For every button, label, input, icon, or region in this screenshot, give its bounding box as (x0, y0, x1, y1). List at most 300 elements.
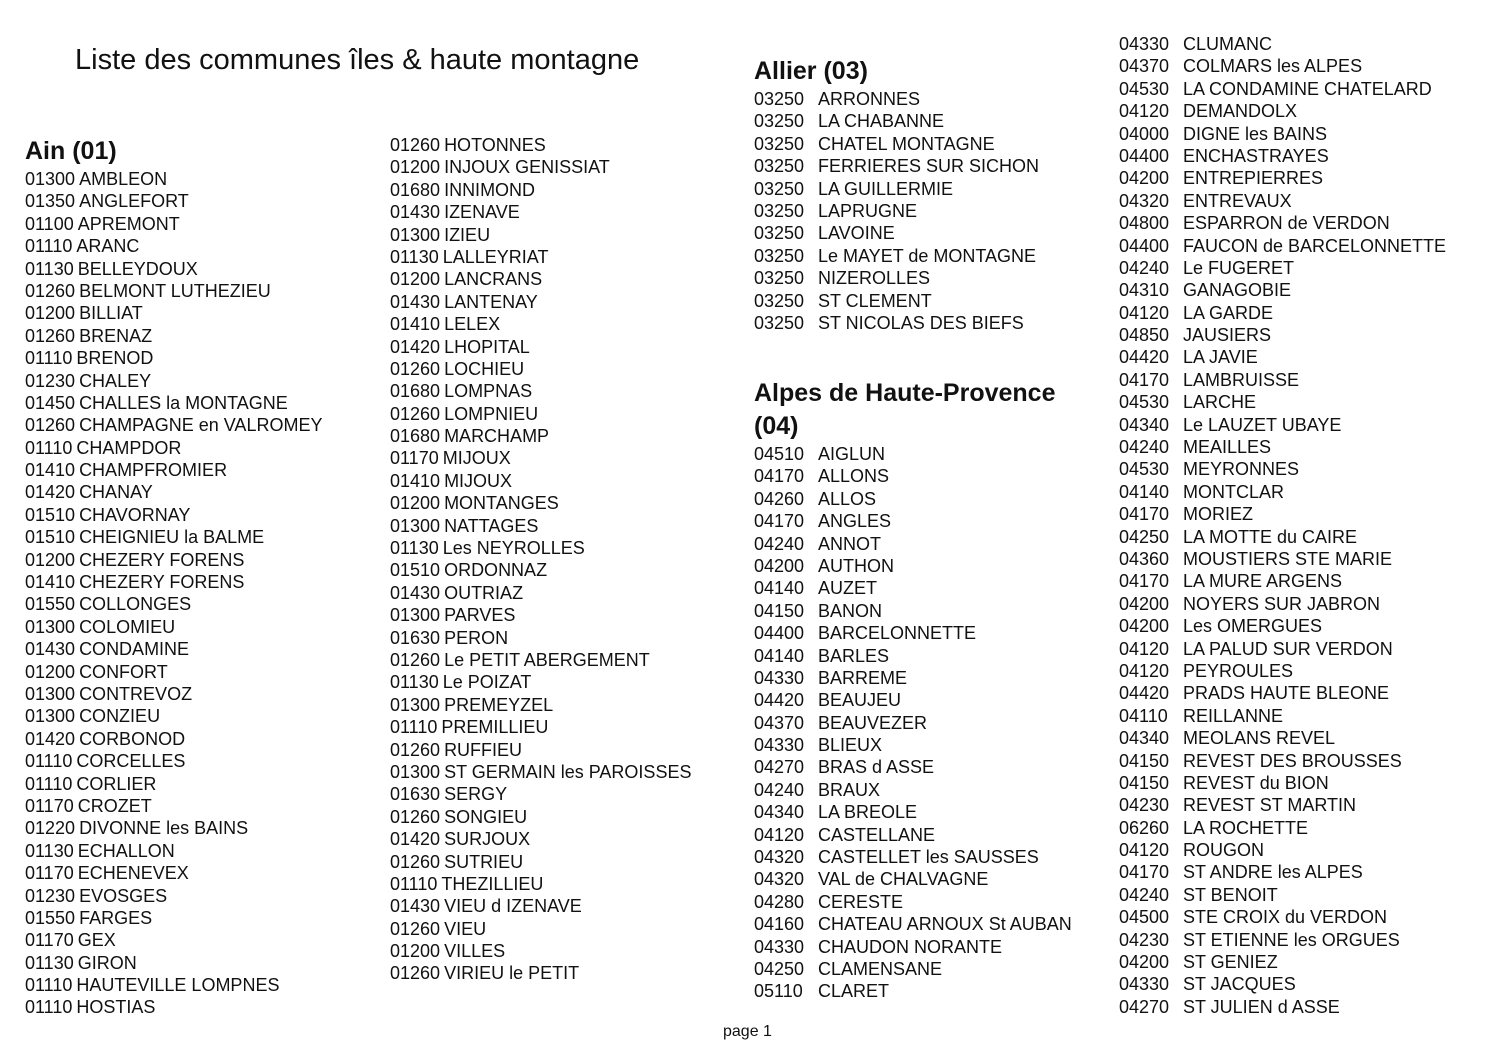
commune-entry (25, 481, 322, 503)
commune-name: COLOMIEU (79, 616, 176, 637)
commune-name: MARCHAMP (444, 426, 550, 447)
commune-entry (390, 492, 691, 514)
commune-name: LA BREOLE (818, 802, 918, 823)
postal-code: 04270 (1119, 996, 1170, 1017)
commune-name: GANAGOBIE (1183, 280, 1292, 301)
commune-name: ANNOT (818, 533, 881, 554)
commune-entry (754, 133, 1039, 155)
postal-code: 04530 (1119, 78, 1170, 99)
commune-name: CASTELLET les SAUSSES (818, 847, 1039, 868)
commune-entry (25, 728, 322, 750)
commune-name: MEYRONNES (1183, 459, 1300, 480)
postal-code: 03250 (754, 290, 805, 311)
postal-code: 04150 (1119, 772, 1170, 793)
commune-name: CHAMPDOR (76, 437, 182, 458)
postal-code: 01200 (390, 269, 441, 290)
commune-entry (754, 824, 1072, 846)
commune-entry (390, 425, 691, 447)
postal-code: 01110 (25, 236, 73, 257)
postal-code: 04200 (1119, 616, 1170, 637)
commune-entry (390, 604, 691, 626)
commune-name: PRADS HAUTE BLEONE (1183, 683, 1390, 704)
postal-code: 01110 (25, 437, 73, 458)
commune-entry (25, 258, 322, 280)
commune-entry (1119, 436, 1446, 458)
postal-code: 01110 (390, 717, 438, 738)
postal-code: 04330 (1119, 34, 1170, 54)
commune-entry (754, 667, 1072, 689)
commune-entry (1119, 100, 1446, 122)
postal-code: 01260 (390, 358, 441, 379)
postal-code: 04120 (1119, 660, 1170, 681)
commune-name: Le LAUZET UBAYE (1183, 414, 1342, 435)
postal-code: 04320 (1119, 190, 1170, 211)
postal-code: 01260 (390, 649, 441, 670)
commune-name: ST GERMAIN les PAROISSES (444, 761, 692, 782)
postal-code: 04340 (754, 802, 805, 823)
postal-code: 01170 (25, 863, 74, 884)
commune-entry (1119, 324, 1446, 346)
postal-code: 01260 (390, 739, 441, 760)
postal-code: 01420 (25, 728, 76, 749)
commune-entry (25, 325, 322, 347)
commune-name: ROUGON (1183, 840, 1264, 861)
commune-name: LALLEYRIAT (442, 246, 549, 267)
commune-name: ECHALLON (77, 840, 175, 861)
commune-name: ALLONS (818, 466, 890, 487)
postal-code: 01300 (390, 224, 441, 245)
postal-code: 01200 (390, 493, 441, 514)
column-allier (754, 55, 1039, 334)
postal-code: 01300 (390, 605, 441, 626)
commune-name: ANGLEFORT (79, 191, 189, 212)
commune-name: Les OMERGUES (1183, 616, 1323, 637)
commune-name: SURJOUX (444, 829, 531, 850)
postal-code: 01130 (390, 672, 439, 693)
commune-entry (25, 549, 322, 571)
commune-entry (390, 671, 691, 693)
postal-code: 01300 (25, 616, 76, 637)
commune-name: CHAMPAGNE en VALROMEY (79, 415, 323, 436)
commune-name: IZIEU (444, 224, 491, 245)
commune-name: BANON (818, 600, 883, 621)
commune-entry (1119, 682, 1446, 704)
commune-name: ST JACQUES (1183, 974, 1296, 995)
commune-name: CHEZERY FORENS (79, 572, 245, 593)
commune-entry (1119, 794, 1446, 816)
commune-name: DIGNE les BAINS (1183, 123, 1328, 144)
commune-name: REVEST ST MARTIN (1183, 795, 1357, 816)
commune-entry (754, 465, 1072, 487)
commune-entry (390, 649, 691, 671)
commune-entry (754, 443, 1072, 465)
commune-entry (1119, 861, 1446, 883)
commune-entry (25, 370, 322, 392)
postal-code: 01300 (25, 706, 76, 727)
commune-name: ST GENIEZ (1183, 952, 1278, 973)
postal-code: 01410 (390, 314, 441, 335)
postal-code: 01260 (390, 963, 441, 984)
commune-name: MIJOUX (444, 470, 513, 491)
postal-code: 03250 (754, 200, 805, 221)
commune-entry (390, 962, 691, 984)
postal-code: 04170 (754, 466, 805, 487)
commune-entry (25, 392, 322, 414)
commune-entry (1119, 414, 1446, 436)
commune-list (390, 134, 691, 985)
commune-entry (25, 213, 322, 235)
commune-entry (1119, 526, 1446, 548)
postal-code: 01550 (25, 594, 76, 615)
commune-entry (390, 694, 691, 716)
postal-code: 01200 (25, 661, 76, 682)
commune-entry (1119, 55, 1446, 77)
commune-entry (390, 806, 691, 828)
commune-entry (754, 689, 1072, 711)
commune-name: BILLIAT (79, 303, 143, 324)
commune-name: BARCELONNETTE (818, 623, 977, 644)
commune-name: CHEIGNIEU la BALME (79, 527, 265, 548)
postal-code: 01430 (390, 202, 441, 223)
commune-entry (754, 645, 1072, 667)
commune-name: LA GUILLERMIE (818, 178, 954, 199)
postal-code: 01220 (25, 818, 76, 839)
postal-code: 04170 (1119, 369, 1170, 390)
commune-name: MIJOUX (442, 448, 511, 469)
commune-name: BRENOD (76, 348, 154, 369)
commune-entry (390, 627, 691, 649)
commune-entry (1119, 257, 1446, 279)
commune-entry (25, 302, 322, 324)
commune-entry (25, 616, 322, 638)
commune-entry (754, 600, 1072, 622)
commune-entry (390, 201, 691, 223)
postal-code: 01110 (390, 873, 438, 894)
commune-entry (754, 712, 1072, 734)
commune-name: INJOUX GENISSIAT (444, 157, 610, 178)
postal-code: 04280 (754, 891, 805, 912)
commune-entry (754, 868, 1072, 890)
postal-code: 01420 (390, 829, 441, 850)
commune-entry (390, 537, 691, 559)
commune-entry (390, 470, 691, 492)
postal-code: 04340 (1119, 728, 1170, 749)
page-number: page 1 (723, 1023, 772, 1040)
section-heading-alpes-line2: (04) (754, 412, 799, 440)
commune-entry (390, 873, 691, 895)
postal-code: 01110 (25, 773, 73, 794)
commune-entry (390, 716, 691, 738)
commune-name: CONTREVOZ (79, 683, 193, 704)
document-title: Liste des communes îles & haute montagne (75, 44, 640, 76)
postal-code: 04330 (754, 936, 805, 957)
postal-code: 04240 (754, 533, 805, 554)
postal-code: 01110 (25, 975, 73, 996)
postal-code: 04330 (754, 735, 805, 756)
commune-entry (25, 750, 322, 772)
postal-code: 04420 (1119, 683, 1170, 704)
commune-name: LARCHE (1183, 392, 1257, 413)
postal-code: 01260 (390, 135, 441, 155)
commune-entry (1119, 481, 1446, 503)
commune-entry (754, 756, 1072, 778)
commune-entry (1119, 391, 1446, 413)
commune-list (25, 168, 322, 1019)
postal-code: 01410 (25, 460, 76, 481)
commune-entry (390, 447, 691, 469)
commune-name: CHEZERY FORENS (79, 549, 245, 570)
commune-entry (25, 773, 322, 795)
commune-name: EVOSGES (79, 885, 168, 906)
commune-entry (25, 280, 322, 302)
postal-code: 04260 (754, 488, 805, 509)
commune-entry (1119, 906, 1446, 928)
commune-entry (754, 734, 1072, 756)
commune-name: MORIEZ (1183, 504, 1253, 525)
commune-name: CHANAY (79, 482, 153, 503)
commune-list (754, 88, 1039, 334)
commune-name: VIRIEU le PETIT (444, 963, 580, 984)
postal-code: 04510 (754, 444, 805, 464)
commune-entry (25, 638, 322, 660)
commune-entry (754, 622, 1072, 644)
postal-code: 01110 (25, 997, 73, 1018)
commune-entry (1119, 279, 1446, 301)
commune-name: PEYROULES (1183, 660, 1294, 681)
commune-entry (1119, 78, 1446, 100)
postal-code: 01170 (390, 448, 439, 469)
postal-code: 04240 (754, 779, 805, 800)
commune-entry (390, 268, 691, 290)
commune-name: BEAUVEZER (818, 712, 928, 733)
commune-name: PERON (444, 627, 509, 648)
commune-name: LAVOINE (818, 223, 895, 244)
postal-code: 01430 (390, 582, 441, 603)
postal-code: 01430 (25, 639, 76, 660)
commune-name: LA MURE ARGENS (1183, 571, 1343, 592)
commune-name: GIRON (77, 952, 137, 973)
postal-code: 04170 (1119, 504, 1170, 525)
commune-list (754, 443, 1072, 1003)
column-alpes-2 (1119, 33, 1446, 1018)
commune-name: REVEST DES BROUSSES (1183, 750, 1402, 771)
commune-entry (1119, 951, 1446, 973)
commune-entry (754, 222, 1039, 244)
postal-code: 04120 (754, 824, 805, 845)
commune-entry (25, 817, 322, 839)
postal-code: 04200 (1119, 952, 1170, 973)
commune-name: MEOLANS REVEL (1183, 728, 1336, 749)
postal-code: 01630 (390, 627, 441, 648)
commune-name: STE CROIX du VERDON (1183, 907, 1388, 928)
commune-entry (1119, 727, 1446, 749)
commune-entry (754, 88, 1039, 110)
postal-code: 01430 (390, 291, 441, 312)
postal-code: 04530 (1119, 459, 1170, 480)
postal-code: 04270 (754, 757, 805, 778)
postal-code: 04140 (754, 645, 805, 666)
commune-entry (390, 403, 691, 425)
commune-name: LA JAVIE (1183, 347, 1258, 368)
commune-name: HAUTEVILLE LOMPNES (76, 975, 280, 996)
commune-name: BELLEYDOUX (77, 258, 198, 279)
postal-code: 01300 (25, 169, 76, 189)
commune-entry (754, 555, 1072, 577)
commune-entry (754, 200, 1039, 222)
postal-code: 01300 (25, 683, 76, 704)
commune-name: ANGLES (818, 511, 892, 532)
commune-name: GEX (77, 930, 116, 951)
postal-code: 01430 (390, 896, 441, 917)
postal-code: 03250 (754, 178, 805, 199)
postal-code: 01260 (390, 851, 441, 872)
commune-entry (25, 661, 322, 683)
postal-code: 04170 (1119, 571, 1170, 592)
postal-code: 01260 (25, 325, 76, 346)
postal-code: 04000 (1119, 123, 1170, 144)
commune-entry (390, 156, 691, 178)
commune-name: INNIMOND (444, 179, 536, 200)
commune-name: BARLES (818, 645, 890, 666)
postal-code: 01260 (390, 918, 441, 939)
commune-entry (754, 980, 1072, 1002)
postal-code: 01260 (25, 415, 76, 436)
postal-code: 04800 (1119, 213, 1170, 234)
commune-entry (754, 958, 1072, 980)
postal-code: 01420 (390, 336, 441, 357)
commune-name: BRENAZ (79, 325, 153, 346)
commune-entry (390, 515, 691, 537)
commune-entry (754, 312, 1039, 334)
postal-code: 01230 (25, 885, 76, 906)
commune-entry (1119, 33, 1446, 55)
postal-code: 01300 (390, 515, 441, 536)
postal-code: 01450 (25, 392, 76, 413)
commune-name: COLLONGES (79, 594, 192, 615)
postal-code: 04230 (1119, 795, 1170, 816)
commune-entry (25, 840, 322, 862)
postal-code: 04230 (1119, 929, 1170, 950)
commune-name: CHALEY (79, 370, 152, 391)
commune-entry (754, 936, 1072, 958)
postal-code: 01630 (390, 784, 441, 805)
postal-code: 03250 (754, 223, 805, 244)
commune-entry (754, 779, 1072, 801)
postal-code: 04160 (754, 914, 805, 935)
commune-name: LA GARDE (1183, 302, 1274, 323)
commune-name: HOSTIAS (76, 997, 156, 1018)
postal-code: 01110 (25, 751, 73, 772)
commune-name: OUTRIAZ (444, 582, 524, 603)
postal-code: 01680 (390, 179, 441, 200)
commune-name: LELEX (444, 314, 501, 335)
commune-name: HOTONNES (444, 135, 546, 155)
postal-code: 01170 (25, 930, 74, 951)
commune-entry (754, 510, 1072, 532)
postal-code: 04110 (1119, 705, 1168, 726)
commune-name: VILLES (444, 941, 506, 962)
commune-entry (390, 783, 691, 805)
postal-code: 04500 (1119, 907, 1170, 928)
commune-name: DEMANDOLX (1183, 101, 1298, 122)
commune-name: SONGIEU (444, 806, 528, 827)
commune-name: ENCHASTRAYES (1183, 145, 1329, 166)
commune-entry (390, 851, 691, 873)
commune-entry (25, 504, 322, 526)
commune-entry (1119, 369, 1446, 391)
postal-code: 04200 (754, 555, 805, 576)
postal-code: 01410 (25, 572, 76, 593)
postal-code: 04120 (1119, 101, 1170, 122)
commune-entry (1119, 167, 1446, 189)
commune-entry (1119, 346, 1446, 368)
commune-name: NOYERS SUR JABRON (1183, 593, 1381, 614)
postal-code: 01170 (25, 795, 74, 816)
postal-code: 03250 (754, 156, 805, 177)
postal-code: 01680 (390, 381, 441, 402)
postal-code: 04250 (1119, 526, 1170, 547)
postal-code: 01300 (390, 694, 441, 715)
commune-entry (390, 895, 691, 917)
commune-entry (390, 739, 691, 761)
commune-entry (1119, 593, 1446, 615)
section-heading-ain: Ain (01) (25, 137, 117, 165)
postal-code: 01200 (390, 157, 441, 178)
commune-name: CONFORT (79, 661, 168, 682)
section-heading-alpes (754, 377, 1072, 443)
commune-name: ST NICOLAS DES BIEFS (818, 312, 1024, 333)
postal-code: 01300 (390, 761, 441, 782)
postal-code: 01200 (25, 303, 76, 324)
commune-name: LOCHIEU (444, 358, 525, 379)
commune-entry (1119, 615, 1446, 637)
commune-name: VIEU (444, 918, 487, 939)
postal-code: 01110 (25, 348, 73, 369)
postal-code: 01680 (390, 426, 441, 447)
commune-entry (25, 190, 322, 212)
commune-entry (1119, 235, 1446, 257)
commune-entry (390, 761, 691, 783)
commune-name: CHATEL MONTAGNE (818, 133, 995, 154)
commune-entry (390, 313, 691, 335)
commune-name: LANTENAY (444, 291, 538, 312)
postal-code: 01130 (390, 246, 439, 267)
commune-name: ST BENOIT (1183, 884, 1278, 905)
postal-code: 01510 (25, 527, 76, 548)
commune-entry (754, 245, 1039, 267)
postal-code: 04120 (1119, 840, 1170, 861)
commune-name: THEZILLIEU (441, 873, 544, 894)
commune-name: CASTELLANE (818, 824, 936, 845)
postal-code: 01420 (25, 482, 76, 503)
commune-entry (390, 582, 691, 604)
postal-code: 04250 (754, 958, 805, 979)
commune-entry (1119, 123, 1446, 145)
commune-name: MONTANGES (444, 493, 559, 514)
commune-entry (1119, 503, 1446, 525)
commune-name: LAMBRUISSE (1183, 369, 1300, 390)
commune-name: BEAUJEU (818, 690, 902, 711)
commune-entry (1119, 996, 1446, 1018)
commune-entry (25, 683, 322, 705)
commune-name: BELMONT LUTHEZIEU (79, 280, 271, 301)
commune-entry (25, 907, 322, 929)
commune-name: FAUCON de BARCELONNETTE (1183, 235, 1447, 256)
postal-code: 04170 (1119, 862, 1170, 883)
commune-entry (754, 267, 1039, 289)
commune-name: Le POIZAT (442, 672, 532, 693)
postal-code: 04400 (754, 623, 805, 644)
